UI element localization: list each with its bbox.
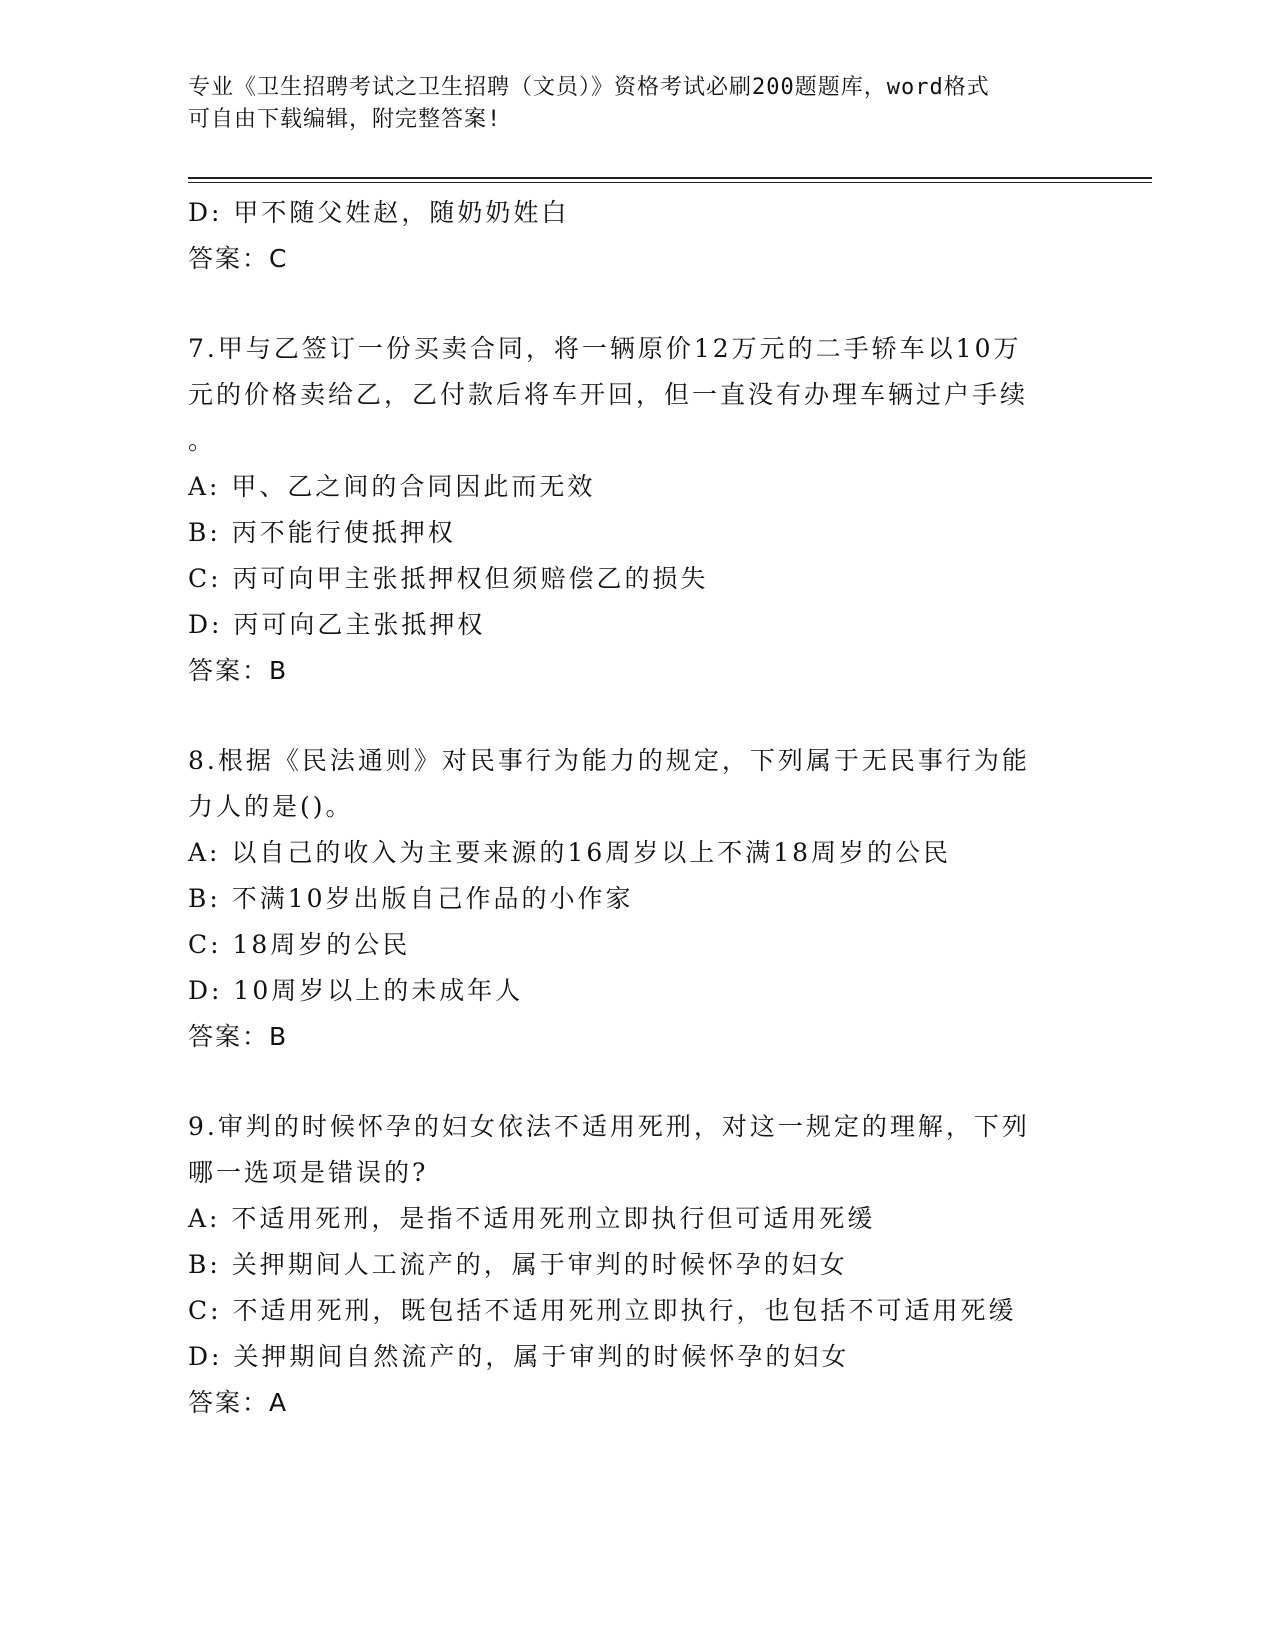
question-stem: 力人的是()。: [188, 792, 354, 821]
previous-question-tail: [188, 190, 1068, 282]
question-8: [188, 738, 1068, 1060]
option-a: A: 以自己的收入为主要来源的16周岁以上不满18周岁的公民: [188, 838, 952, 867]
option-a: A: 不适用死刑，是指不适用死刑立即执行但可适用死缓: [188, 1204, 876, 1233]
answer-line: 答案：B: [188, 1022, 289, 1051]
question-stem: 。: [188, 426, 217, 455]
option-b: B: 关押期间人工流产的，属于审判的时候怀孕的妇女: [188, 1250, 848, 1279]
header-line-2: 可自由下载编辑，附完整答案!: [188, 107, 502, 132]
option-c: C: 丙可向甲主张抵押权但须赔偿乙的损失: [188, 564, 709, 593]
option-d: D: 10周岁以上的未成年人: [188, 976, 524, 1005]
question-stem: 元的价格卖给乙，乙付款后将车开回，但一直没有办理车辆过户手续: [188, 380, 1029, 409]
header-divider-thin: [188, 182, 1152, 183]
option-b: B: 丙不能行使抵押权: [188, 518, 456, 547]
answer-line: 答案：A: [188, 1388, 289, 1417]
option-a: A: 甲、乙之间的合同因此而无效: [188, 472, 596, 501]
option-d: D: 丙可向乙主张抵押权: [188, 610, 486, 639]
header-line-1: 专业《卫生招聘考试之卫生招聘（文员）》资格考试必刷200题题库，word格式: [188, 75, 990, 100]
question-9: [188, 1104, 1068, 1426]
question-stem: 8.根据《民法通则》对民事行为能力的规定，下列属于无民事行为能: [188, 746, 1030, 775]
option-c: C: 18周岁的公民: [188, 930, 411, 959]
option-b: B: 不满10岁出版自己作品的小作家: [188, 884, 634, 913]
question-stem: 9.审判的时候怀孕的妇女依法不适用死刑，对这一规定的理解，下列: [188, 1112, 1030, 1141]
question-7: [188, 326, 1068, 694]
document-header: [188, 72, 1068, 136]
question-stem: 7.甲与乙签订一份买卖合同，将一辆原价12万元的二手轿车以10万: [188, 334, 1022, 363]
option-d: D: 关押期间自然流产的，属于审判的时候怀孕的妇女: [188, 1342, 850, 1371]
option-c: C: 不适用死刑，既包括不适用死刑立即执行，也包括不可适用死缓: [188, 1296, 1017, 1325]
question-list: [188, 190, 1068, 1426]
answer-line: 答案：B: [188, 656, 289, 685]
header-divider-thick: [188, 177, 1152, 179]
answer-line: 答案：C: [188, 244, 289, 273]
question-stem: 哪一选项是错误的?: [188, 1158, 429, 1187]
option-d: D: 甲不随父姓赵，随奶奶姓白: [188, 198, 570, 227]
